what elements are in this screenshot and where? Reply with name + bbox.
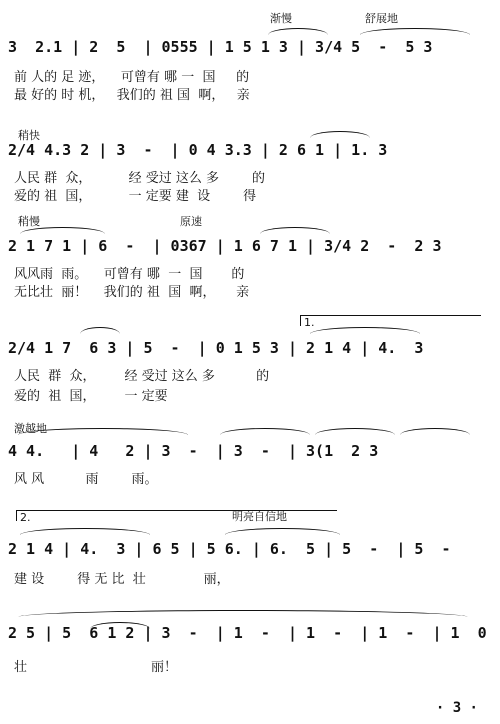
system-7	[0, 600, 500, 690]
lyrics-verse-2: 爱的 祖 国， 一 定要 建 设 得	[14, 189, 257, 204]
lyrics-verse-1: 前 人的 足 迹， 可曾有 哪 一 国 的	[14, 70, 250, 85]
slur	[225, 528, 340, 535]
tempo-mark: 稍慢	[18, 215, 40, 228]
slur	[260, 227, 330, 234]
lyrics-verse-1: 风 风 雨 雨。	[14, 472, 158, 487]
slur	[80, 327, 120, 334]
notation-line: 3 2.1 | 2 5 | 0555 | 1 5 1 3 | 3/4 5 - 5 3	[8, 38, 433, 56]
expression-mark: 舒展地	[365, 12, 398, 25]
tempo-mark: 渐慢	[270, 12, 292, 25]
slur	[315, 428, 395, 435]
system-2	[0, 105, 500, 210]
notation-line: 2 5 | 5 6 1 2 | 3 - | 1 - | 1 - | 1 - | 1 0	[8, 624, 487, 642]
lyrics-verse-2: 爱的 祖 国， 一 定要	[14, 389, 168, 404]
notation-line: 4 4. | 4 2 | 3 - | 3 - | 3(1 2 3	[8, 442, 379, 460]
system-3	[0, 205, 500, 305]
lyrics-verse-1: 人民 群 众， 经 受过 这么 多 的	[14, 171, 266, 186]
slur	[310, 327, 420, 334]
first-ending-label: 1.	[304, 316, 315, 329]
expression-mark: 明亮自信地	[232, 510, 287, 523]
expression-mark: 激越地	[14, 422, 47, 435]
slur	[18, 428, 188, 435]
lyrics-verse-1: 风风雨 雨。 可曾有 哪 一 国 的	[14, 267, 245, 282]
system-5	[0, 410, 500, 500]
lyrics-verse-1: 人民 群 众， 经 受过 这么 多 的	[14, 369, 270, 384]
slur	[220, 428, 310, 435]
tempo-mark: 原速	[180, 215, 202, 228]
lyrics-verse-1: 建 设 得 无 比 壮 丽，	[14, 572, 230, 587]
lyrics-verse-1: 壮 丽！	[14, 660, 177, 675]
system-6	[0, 500, 500, 600]
notation-line: 2 1 4 | 4. 3 | 6 5 | 5 6. | 6. 5 | 5 - | 5 -	[8, 540, 451, 558]
slur	[18, 610, 468, 617]
system-4	[0, 305, 500, 410]
slur	[20, 227, 105, 234]
slur	[310, 131, 370, 138]
slur	[400, 428, 470, 435]
slur	[360, 28, 470, 35]
second-ending-bracket	[16, 510, 337, 524]
slur	[268, 28, 328, 35]
tempo-mark: 稍快	[18, 129, 40, 142]
notation-line: 2/4 1 7 6 3 | 5 - | 0 1 5 3 | 2 1 4 | 4. 3	[8, 339, 424, 357]
first-ending-bracket	[300, 315, 481, 329]
notation-line: 2 1 7 1 | 6 - | 0367 | 1 6 7 1 | 3/4 2 - 2 3	[8, 237, 442, 255]
notation-line: 2/4 4.3 2 | 3 - | 0 4 3.3 | 2 6 1 | 1. 3	[8, 141, 388, 159]
lyrics-verse-2: 最 好的 时 机， 我们的 祖 国 啊， 亲	[14, 88, 250, 103]
second-ending-label: 2.	[20, 511, 31, 524]
page-number: · 3 ·	[435, 700, 478, 716]
slur	[20, 528, 150, 535]
lyrics-verse-2: 无比壮 丽！ 我们的 祖 国 啊， 亲	[14, 285, 250, 300]
system-1	[0, 0, 500, 105]
